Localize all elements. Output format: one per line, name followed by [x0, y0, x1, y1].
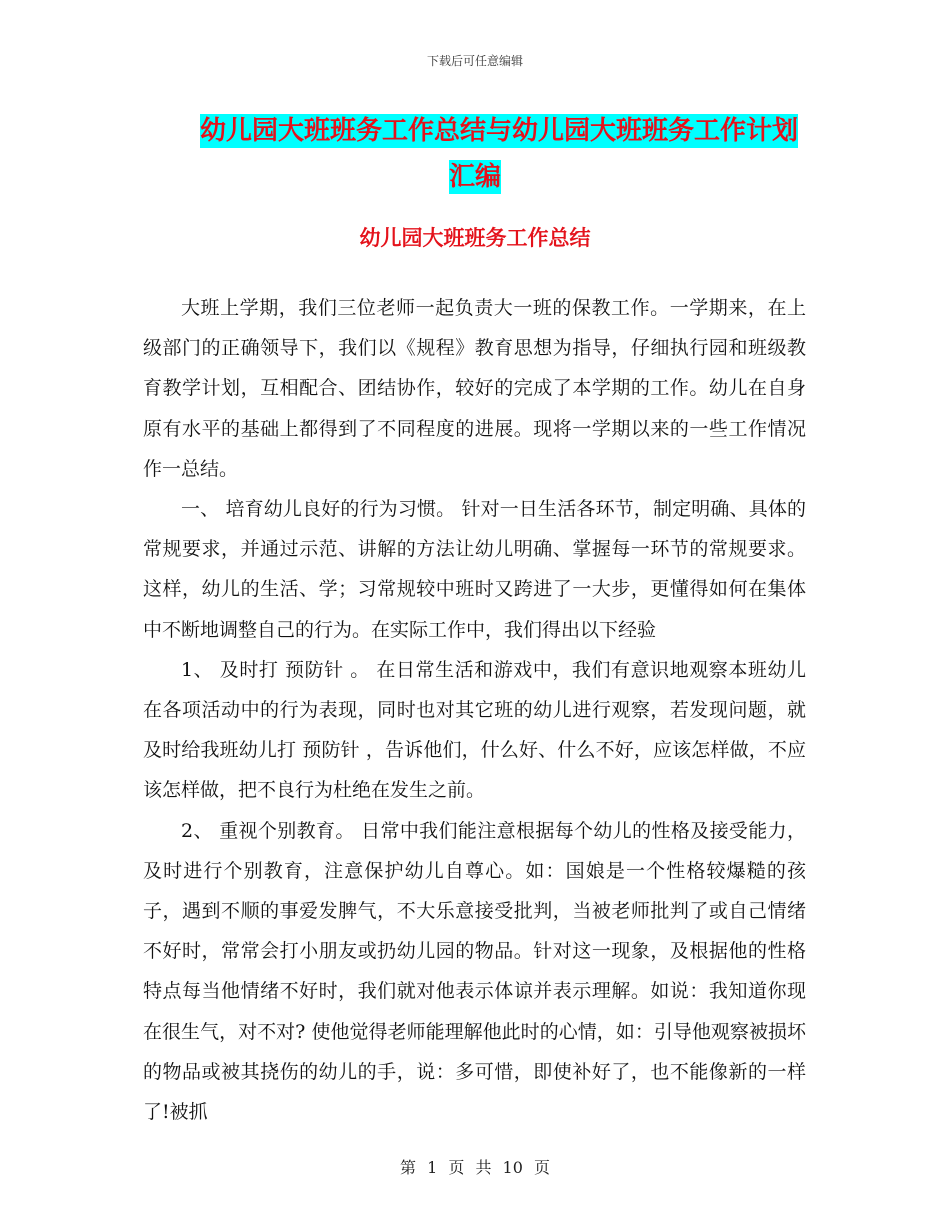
paragraph-intro: 大班上学期，我们三位老师一起负责大一班的保教工作。一学期来，在上级部门的正确领导下，我们以《规程》教育思想为指导，仔细执行园和班级教育教学计划，互相配合、团结协作，较好的完成了本学期的工作。幼儿在自身原有水平的基础上都得到了不同程度的进展。现将一学期以来的一些工作情况作一总结。: [143, 297, 806, 480]
paragraph-habits: 一、 培育幼儿良好的行为习惯。 针对一日生活各环节，制定明确、具体的常规要求，并通过示范、讲解的方法让幼儿明确、掌握每一环节的常规要求。这样，幼儿的生活、学；习常规较中班时又跨进了一大步，更懂得如何在集体中不断地调整自己的行为。在实际工作中，我们得出以下经验: [143, 498, 806, 641]
document-title-line-2: 汇编: [448, 162, 501, 192]
section-title: 幼儿园大班班务工作总结: [359, 226, 591, 250]
paragraph-point-2: 2、 重视个别教育。 日常中我们能注意根据每个幼儿的性格及接受能力，及时进行个别教育，注意保护幼儿自尊心。如：国娘是一个性格较爆糙的孩子，遇到不顺的事爱发脾气，不大乐意接受批判，当被老师批判了或自己情绪不好时，常常会打小朋友或扔幼儿园的物品。针对这一现象，及根据他的性格特点每当他情绪不好时，我们就对他表示体谅并表示理解。如说：我知道你现在很生气，对不对? 使他觉得老师能理解他此时的心情，如：引导他观察被损坏的物品或被其挠伤的幼儿的手，说：多可惜，即使补好了，也不能像新的一样了!被抓: [143, 819, 806, 1124]
document-title: [0, 108, 950, 200]
page-footer: 第 1 页 共 10 页: [400, 1158, 550, 1177]
document-body: [143, 288, 806, 1132]
paragraph-point-1: 1、 及时打 预防针 。 在日常生活和游戏中，我们有意识地观察本班幼儿在各项活动中的行为表现，同时也对其它班的幼儿进行观察，若发现问题，就及时给我班幼儿打 预防针 ，告诉他们，什么好、什么不好，应该怎样做，不应该怎样做，把不良行为杜绝在发生之前。: [143, 658, 806, 802]
page-header-note: 下载后可任意编辑: [426, 54, 523, 68]
document-title-line-1: 幼儿园大班班务工作总结与幼儿园大班班务工作计划: [199, 116, 798, 146]
